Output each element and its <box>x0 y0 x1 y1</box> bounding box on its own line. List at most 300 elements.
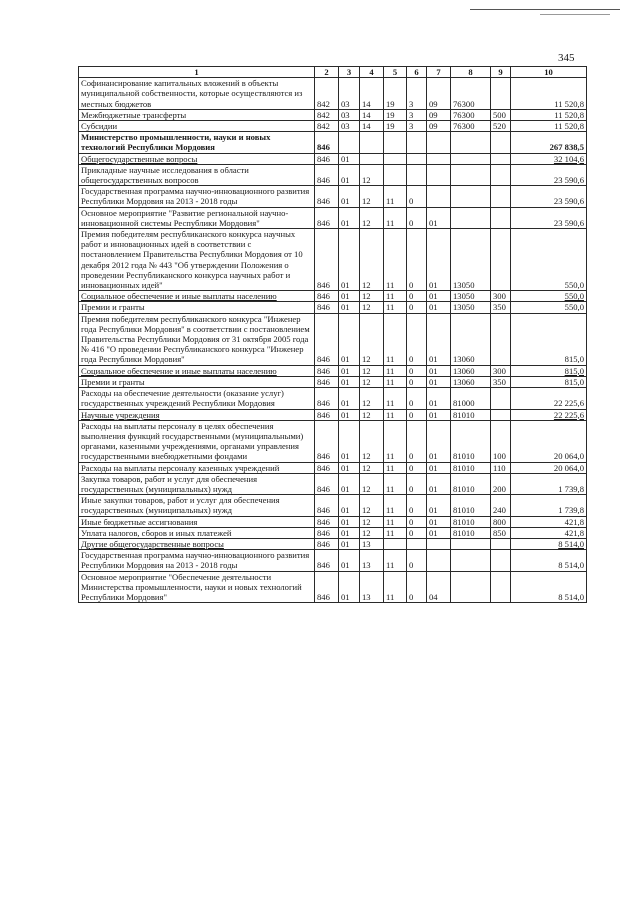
row-amount-cell <box>511 538 587 549</box>
row-code-c3: 01 <box>339 302 360 313</box>
row-code-c5: 11 <box>384 409 407 420</box>
row-code-c3: 01 <box>339 538 360 549</box>
row-amount: 1 739,8 <box>558 505 584 516</box>
row-code-c6: 0 <box>407 495 427 516</box>
table-row <box>79 186 587 207</box>
row-code-c9: 350 <box>491 376 511 387</box>
row-code-c6: 0 <box>407 527 427 538</box>
table-row <box>79 109 587 120</box>
row-code-c6: 0 <box>407 388 427 409</box>
row-code-c4: 12 <box>360 473 384 494</box>
row-code-c9: 520 <box>491 121 511 132</box>
row-name: Уплата налогов, сборов и иных платежей <box>81 527 232 538</box>
row-name: Научные учреждения <box>81 409 160 420</box>
row-code-c5: 11 <box>384 207 407 228</box>
row-code-c4: 12 <box>360 207 384 228</box>
row-code-c2: 846 <box>315 313 339 365</box>
row-amount: 8 514,0 <box>558 591 584 602</box>
row-code-c7: 01 <box>427 376 451 387</box>
row-name: Министерство промышленности, науки и новых технологий Республики Мордовия <box>81 132 271 153</box>
row-code-c6: 0 <box>407 229 427 291</box>
row-amount-cell <box>511 462 587 473</box>
row-code-c6 <box>407 132 427 153</box>
row-name: Премии и гранты <box>81 376 145 387</box>
row-amount: 815,0 <box>564 365 584 376</box>
row-code-c2: 846 <box>315 571 339 603</box>
row-code-c4: 12 <box>360 495 384 516</box>
row-code-c6: 0 <box>407 376 427 387</box>
row-code-c3: 01 <box>339 516 360 527</box>
table-row <box>79 550 587 571</box>
row-code-c2: 846 <box>315 473 339 494</box>
row-code-c7: 01 <box>427 409 451 420</box>
row-amount: 32 104,6 <box>553 153 584 164</box>
row-code-c2: 846 <box>315 462 339 473</box>
row-code-c7: 01 <box>427 291 451 302</box>
table-row <box>79 207 587 228</box>
row-code-c5: 11 <box>384 376 407 387</box>
row-code-c5: 11 <box>384 495 407 516</box>
row-code-c7: 01 <box>427 527 451 538</box>
row-amount-cell <box>511 109 587 120</box>
row-amount-cell <box>511 495 587 516</box>
row-code-c2: 846 <box>315 302 339 313</box>
row-code-c3: 01 <box>339 420 360 462</box>
row-code-c3: 01 <box>339 495 360 516</box>
row-name: Закупка товаров, работ и услуг для обеспечения государственных (муниципальных) нужд <box>81 473 258 494</box>
row-code-c2: 846 <box>315 186 339 207</box>
row-code-c9: 240 <box>491 495 511 516</box>
row-code-c6: 0 <box>407 302 427 313</box>
row-code-c4: 12 <box>360 527 384 538</box>
row-code-c6: 0 <box>407 420 427 462</box>
row-code-c3: 01 <box>339 409 360 420</box>
row-amount-cell <box>511 365 587 376</box>
row-code-c6: 3 <box>407 78 427 110</box>
row-code-c9 <box>491 550 511 571</box>
row-code-c7 <box>427 538 451 549</box>
row-name: Субсидии <box>81 121 118 132</box>
row-code-c8 <box>451 538 491 549</box>
row-amount: 550,0 <box>564 302 584 313</box>
row-amount-cell <box>511 527 587 538</box>
row-name-cell <box>79 376 315 387</box>
row-code-c2: 846 <box>315 527 339 538</box>
row-amount-cell <box>511 291 587 302</box>
row-amount: 421,8 <box>564 516 584 527</box>
row-code-c4: 12 <box>360 302 384 313</box>
budget-table-body <box>79 78 587 603</box>
row-code-c6: 3 <box>407 109 427 120</box>
row-code-c6: 0 <box>407 462 427 473</box>
header-col-4: 4 <box>360 67 384 78</box>
row-amount: 421,8 <box>564 527 584 538</box>
row-name: Премия победителям республиканского конкурса "Инженер года Республики Мордовия" в соответствии с постановлением Правительства Республики Мордовия от 31 октября 2005 года № 416 "О проведении Республиканского конкурса "Инженер года Республики Мордовия" <box>81 313 310 365</box>
row-code-c2: 846 <box>315 132 339 153</box>
row-amount: 22 225,6 <box>553 409 584 420</box>
row-amount-cell <box>511 516 587 527</box>
row-code-c2: 846 <box>315 409 339 420</box>
row-amount-cell <box>511 420 587 462</box>
row-name-cell <box>79 207 315 228</box>
row-name-cell <box>79 186 315 207</box>
table-row <box>79 302 587 313</box>
row-code-c4: 12 <box>360 388 384 409</box>
row-amount-cell <box>511 473 587 494</box>
row-code-c4: 12 <box>360 313 384 365</box>
row-code-c4: 12 <box>360 376 384 387</box>
row-code-c8: 76300 <box>451 109 491 120</box>
row-code-c7: 09 <box>427 121 451 132</box>
row-name-cell <box>79 132 315 153</box>
row-code-c2: 846 <box>315 153 339 164</box>
scan-mark-top-right <box>470 9 620 10</box>
row-name-cell <box>79 164 315 185</box>
row-code-c8 <box>451 153 491 164</box>
row-code-c7: 01 <box>427 313 451 365</box>
row-code-c9: 850 <box>491 527 511 538</box>
row-code-c6 <box>407 538 427 549</box>
row-code-c7: 01 <box>427 473 451 494</box>
row-code-c8: 13060 <box>451 313 491 365</box>
row-code-c6: 0 <box>407 186 427 207</box>
table-row <box>79 527 587 538</box>
page-number: 345 <box>558 52 575 64</box>
row-code-c9 <box>491 164 511 185</box>
row-amount: 20 064,0 <box>553 451 584 462</box>
row-code-c8: 13050 <box>451 302 491 313</box>
row-code-c2: 842 <box>315 121 339 132</box>
row-amount: 550,0 <box>564 280 584 291</box>
row-code-c2: 846 <box>315 207 339 228</box>
row-code-c4: 13 <box>360 571 384 603</box>
row-code-c5: 11 <box>384 550 407 571</box>
row-code-c9 <box>491 153 511 164</box>
row-code-c5 <box>384 164 407 185</box>
row-amount: 8 514,0 <box>558 560 584 571</box>
row-code-c7 <box>427 153 451 164</box>
row-code-c4: 13 <box>360 538 384 549</box>
row-code-c3: 01 <box>339 388 360 409</box>
row-amount-cell <box>511 388 587 409</box>
row-code-c3: 01 <box>339 365 360 376</box>
row-name-cell <box>79 409 315 420</box>
row-code-c3: 01 <box>339 527 360 538</box>
row-code-c5: 11 <box>384 420 407 462</box>
row-code-c3: 03 <box>339 109 360 120</box>
row-code-c6 <box>407 164 427 185</box>
row-code-c8: 81010 <box>451 420 491 462</box>
row-code-c5 <box>384 132 407 153</box>
row-code-c5: 11 <box>384 229 407 291</box>
row-code-c3: 01 <box>339 550 360 571</box>
row-code-c3: 01 <box>339 473 360 494</box>
table-row <box>79 495 587 516</box>
row-code-c7: 09 <box>427 78 451 110</box>
row-code-c3: 01 <box>339 291 360 302</box>
row-name: Прикладные научные исследования в области общегосударственных вопросов <box>81 164 249 186</box>
row-code-c3: 01 <box>339 153 360 164</box>
row-code-c6 <box>407 153 427 164</box>
row-code-c9: 800 <box>491 516 511 527</box>
row-code-c9 <box>491 78 511 110</box>
row-code-c9: 500 <box>491 109 511 120</box>
row-amount: 11 520,8 <box>554 109 584 120</box>
row-code-c4: 12 <box>360 229 384 291</box>
row-amount: 550,0 <box>564 291 584 302</box>
row-code-c8 <box>451 207 491 228</box>
row-name: Софинансирование капитальных вложений в объекты муниципальной собственности, которые осуществляются из местных бюджетов <box>81 78 303 109</box>
table-row <box>79 78 587 110</box>
row-code-c4: 12 <box>360 409 384 420</box>
row-name: Иные закупки товаров, работ и услуг для обеспечения государственных (муниципальных) нужд <box>81 495 280 516</box>
row-name-cell <box>79 153 315 164</box>
row-code-c5: 11 <box>384 186 407 207</box>
row-name-cell <box>79 291 315 302</box>
row-code-c8 <box>451 571 491 603</box>
row-code-c2: 846 <box>315 376 339 387</box>
row-code-c9 <box>491 229 511 291</box>
table-row <box>79 376 587 387</box>
row-amount-cell <box>511 376 587 387</box>
row-name-cell <box>79 229 315 291</box>
row-code-c3: 01 <box>339 571 360 603</box>
header-col-6: 6 <box>407 67 427 78</box>
row-amount-cell <box>511 571 587 603</box>
row-code-c4: 12 <box>360 164 384 185</box>
row-code-c4: 12 <box>360 420 384 462</box>
row-code-c5: 19 <box>384 109 407 120</box>
row-name: Социальное обеспечение и иные выплаты населению <box>81 365 277 376</box>
row-name-cell <box>79 516 315 527</box>
row-code-c8 <box>451 550 491 571</box>
header-col-7: 7 <box>427 67 451 78</box>
row-code-c8: 81010 <box>451 473 491 494</box>
row-name: Межбюджетные трансферты <box>81 109 187 120</box>
row-code-c2: 846 <box>315 164 339 185</box>
table-row <box>79 132 587 153</box>
table-row <box>79 420 587 462</box>
row-code-c8: 13060 <box>451 365 491 376</box>
row-code-c5 <box>384 538 407 549</box>
row-code-c3: 01 <box>339 462 360 473</box>
row-code-c2: 846 <box>315 516 339 527</box>
row-code-c2: 846 <box>315 388 339 409</box>
table-row <box>79 388 587 409</box>
row-code-c9: 200 <box>491 473 511 494</box>
row-amount-cell <box>511 164 587 185</box>
row-code-c9 <box>491 409 511 420</box>
row-code-c4: 12 <box>360 186 384 207</box>
row-code-c7 <box>427 186 451 207</box>
row-amount-cell <box>511 229 587 291</box>
row-code-c7: 01 <box>427 388 451 409</box>
row-code-c8: 13060 <box>451 376 491 387</box>
row-name-cell <box>79 109 315 120</box>
header-col-3: 3 <box>339 67 360 78</box>
row-code-c9 <box>491 538 511 549</box>
row-code-c3 <box>339 132 360 153</box>
table-row <box>79 164 587 185</box>
row-code-c9: 300 <box>491 365 511 376</box>
row-code-c4: 14 <box>360 109 384 120</box>
row-code-c4: 12 <box>360 291 384 302</box>
row-code-c5: 11 <box>384 462 407 473</box>
row-code-c6: 0 <box>407 409 427 420</box>
row-name: Иные бюджетные ассигнования <box>81 516 198 527</box>
row-code-c3: 03 <box>339 78 360 110</box>
table-row <box>79 121 587 132</box>
row-code-c4 <box>360 153 384 164</box>
row-code-c2: 846 <box>315 495 339 516</box>
row-amount-cell <box>511 313 587 365</box>
row-name: Основное мероприятие "Обеспечение деятельности Министерства промышленности, науки и новых технологий Республики Мордовия" <box>81 571 302 602</box>
row-code-c7: 01 <box>427 516 451 527</box>
row-code-c9 <box>491 313 511 365</box>
row-amount: 22 225,6 <box>553 398 584 409</box>
row-amount-cell <box>511 121 587 132</box>
row-amount: 23 590,6 <box>553 196 584 207</box>
row-code-c2: 846 <box>315 420 339 462</box>
row-code-c7: 01 <box>427 365 451 376</box>
table-row <box>79 571 587 603</box>
row-code-c5 <box>384 153 407 164</box>
row-code-c7: 01 <box>427 495 451 516</box>
row-code-c3: 03 <box>339 121 360 132</box>
row-code-c3: 01 <box>339 313 360 365</box>
row-code-c5: 11 <box>384 313 407 365</box>
header-col-8: 8 <box>451 67 491 78</box>
header-col-9: 9 <box>491 67 511 78</box>
row-code-c8: 81000 <box>451 388 491 409</box>
row-code-c8: 81010 <box>451 516 491 527</box>
row-name: Общегосударственные вопросы <box>81 153 198 164</box>
row-amount: 23 590,6 <box>553 175 584 186</box>
row-code-c2: 846 <box>315 550 339 571</box>
header-col-1: 1 <box>79 67 315 78</box>
row-code-c5: 11 <box>384 571 407 603</box>
row-code-c7 <box>427 132 451 153</box>
row-amount: 11 520,8 <box>554 98 584 109</box>
row-code-c2: 846 <box>315 365 339 376</box>
row-code-c9 <box>491 132 511 153</box>
row-name-cell <box>79 473 315 494</box>
row-name-cell <box>79 527 315 538</box>
row-code-c7: 01 <box>427 462 451 473</box>
row-code-c4: 14 <box>360 78 384 110</box>
row-code-c6: 0 <box>407 516 427 527</box>
row-name: Расходы на обеспечение деятельности (оказание услуг) государственных учреждений Республики Мордовия <box>81 388 284 409</box>
row-amount: 267 838,5 <box>549 142 584 153</box>
row-code-c8: 81010 <box>451 462 491 473</box>
budget-table <box>78 66 587 603</box>
row-amount-cell <box>511 153 587 164</box>
table-row <box>79 313 587 365</box>
row-code-c9: 110 <box>491 462 511 473</box>
row-code-c2: 846 <box>315 229 339 291</box>
row-code-c8: 81010 <box>451 409 491 420</box>
row-code-c8: 81010 <box>451 527 491 538</box>
row-code-c9 <box>491 388 511 409</box>
row-code-c5: 19 <box>384 121 407 132</box>
row-code-c6: 0 <box>407 571 427 603</box>
row-amount: 20 064,0 <box>553 462 584 473</box>
row-code-c7: 01 <box>427 420 451 462</box>
row-code-c3: 01 <box>339 164 360 185</box>
row-code-c5: 11 <box>384 302 407 313</box>
header-col-5: 5 <box>384 67 407 78</box>
row-code-c8: 13050 <box>451 291 491 302</box>
row-code-c5: 11 <box>384 516 407 527</box>
row-name-cell <box>79 365 315 376</box>
row-code-c2: 846 <box>315 538 339 549</box>
row-code-c9 <box>491 207 511 228</box>
row-amount: 815,0 <box>564 376 584 387</box>
row-code-c6: 0 <box>407 291 427 302</box>
row-amount-cell <box>511 302 587 313</box>
row-code-c2: 846 <box>315 291 339 302</box>
row-code-c7: 01 <box>427 207 451 228</box>
row-code-c8: 76300 <box>451 78 491 110</box>
row-amount-cell <box>511 78 587 110</box>
row-code-c3: 01 <box>339 186 360 207</box>
row-name-cell <box>79 462 315 473</box>
row-amount-cell <box>511 132 587 153</box>
row-amount-cell <box>511 207 587 228</box>
row-code-c2: 842 <box>315 78 339 110</box>
row-name: Расходы на выплаты персоналу казенных учреждений <box>81 462 280 473</box>
row-code-c5: 11 <box>384 365 407 376</box>
table-row <box>79 291 587 302</box>
row-amount: 8 514,0 <box>558 538 584 549</box>
row-name-cell <box>79 538 315 549</box>
row-name: Социальное обеспечение и иные выплаты населению <box>81 291 277 302</box>
row-code-c7 <box>427 550 451 571</box>
row-code-c5: 11 <box>384 527 407 538</box>
row-code-c9: 350 <box>491 302 511 313</box>
row-code-c9: 300 <box>491 291 511 302</box>
header-row <box>79 67 587 78</box>
row-code-c5: 11 <box>384 388 407 409</box>
row-amount: 1 739,8 <box>558 483 584 494</box>
row-name-cell <box>79 571 315 603</box>
row-code-c6: 0 <box>407 207 427 228</box>
row-code-c8 <box>451 186 491 207</box>
row-code-c9 <box>491 571 511 603</box>
row-amount-cell <box>511 409 587 420</box>
row-amount-cell <box>511 550 587 571</box>
row-name-cell <box>79 313 315 365</box>
row-name-cell <box>79 495 315 516</box>
row-code-c6: 0 <box>407 473 427 494</box>
row-code-c7: 01 <box>427 229 451 291</box>
row-code-c6: 0 <box>407 365 427 376</box>
row-code-c4: 12 <box>360 516 384 527</box>
scan-mark-top-right-2 <box>540 14 610 15</box>
row-name: Другие общегосударственные вопросы <box>81 538 224 549</box>
row-code-c5: 19 <box>384 78 407 110</box>
row-name-cell <box>79 121 315 132</box>
row-name: Премии и гранты <box>81 302 145 313</box>
row-code-c9: 100 <box>491 420 511 462</box>
row-code-c7: 04 <box>427 571 451 603</box>
row-code-c5: 11 <box>384 291 407 302</box>
row-amount: 815,0 <box>564 354 584 365</box>
table-row <box>79 473 587 494</box>
row-code-c6: 0 <box>407 313 427 365</box>
row-code-c3: 01 <box>339 376 360 387</box>
row-name: Премия победителям республиканского конкурса научных работ и инновационных идей в соответствии с постановлением Правительства Республики Мордовия от 10 декабря 2012 года № 443 "Об утверждении Положения о проведении Республиканского конкурса научных работ и инновационных идей" <box>81 229 303 291</box>
